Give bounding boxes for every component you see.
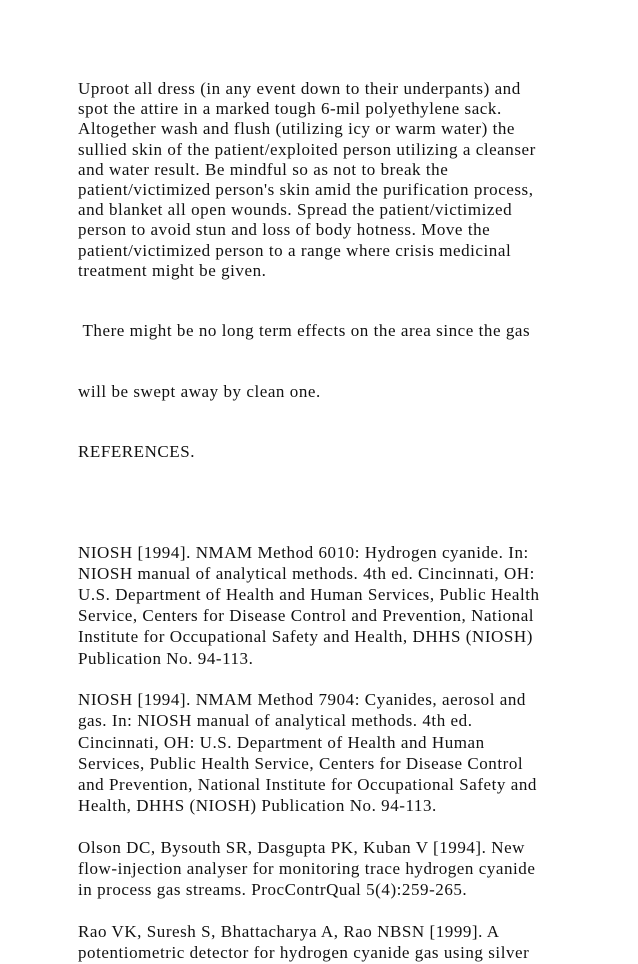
text-line: person to avoid stun and loss of body hotness. Move the xyxy=(78,220,491,240)
text-line: Publication No. 94-113. xyxy=(78,648,254,668)
text-line: U.S. Department of Health and Human Services, Public Health xyxy=(78,585,540,605)
references-heading: REFERENCES. xyxy=(78,442,196,462)
text-line: and Prevention, National Institute for Occupational Safety and xyxy=(78,775,537,795)
reference-entry-2 xyxy=(78,690,558,817)
spacer xyxy=(78,463,558,543)
text-line: NIOSH [1994]. NMAM Method 6010: Hydrogen cyanide. In: xyxy=(78,542,529,562)
text-line: potentiometric detector for hydrogen cyanide gas using silver xyxy=(78,943,530,963)
text-line: NIOSH manual of analytical methods. 4th ed. Cincinnati, OH: xyxy=(78,563,535,583)
spacer xyxy=(78,817,558,838)
text-line: Uproot all dress (in any event down to their underpants) and xyxy=(78,79,521,98)
text-line: will be swept away by clean one. xyxy=(78,381,321,401)
text-line: flow-injection analyser for monitoring trace hydrogen cyanide xyxy=(78,859,536,879)
text-line: Cincinnati, OH: U.S. Department of Health and Human xyxy=(78,732,485,752)
paragraph-long-term-effects xyxy=(78,281,558,443)
text-line: There might be no long term effects on the area since the gas xyxy=(78,321,531,341)
text-line: NIOSH [1994]. NMAM Method 7904: Cyanides, aerosol and xyxy=(78,690,526,710)
text-line: and water result. Be mindful so as not to break the xyxy=(78,159,449,179)
text-line: Institute for Occupational Safety and Health, DHHS (NIOSH) xyxy=(78,627,533,647)
text-line: patient/victimized person to a range where crisis medicinal xyxy=(78,240,512,260)
text-line: in process gas streams. ProcContrQual 5(4):259-265. xyxy=(78,880,468,900)
text-line: Service, Centers for Disease Control and Prevention, National xyxy=(78,606,535,626)
text-line: treatment might be given. xyxy=(78,260,267,280)
text-line: gas. In: NIOSH manual of analytical methods. 4th ed. xyxy=(78,711,473,731)
spacer xyxy=(78,670,558,691)
text-line: patient/victimized person's skin amid the purification process, xyxy=(78,179,534,199)
text-line: Altogether wash and flush (utilizing icy or warm water) the xyxy=(78,119,516,139)
reference-entry-3 xyxy=(78,838,558,902)
text-line: and blanket all open wounds. Spread the patient/victimized xyxy=(78,200,513,220)
text-line: Rao VK, Suresh S, Bhattacharya A, Rao NBSN [1999]. A xyxy=(78,921,500,941)
text-line: sullied skin of the patient/exploited person utilizing a cleanser xyxy=(78,139,536,159)
text-line: Health, DHHS (NIOSH) Publication No. 94-113. xyxy=(78,796,437,816)
document-body xyxy=(78,79,558,964)
reference-entry-1 xyxy=(78,543,558,670)
paragraph-decontamination xyxy=(78,79,558,281)
spacer xyxy=(78,901,558,922)
reference-entry-4 xyxy=(78,922,558,964)
text-line: Olson DC, Bysouth SR, Dasgupta PK, Kuban V [1994]. New xyxy=(78,837,525,857)
text-line: Services, Public Health Service, Centers for Disease Control xyxy=(78,753,524,773)
text-line: spot the attire in a marked tough 6-mil polyethylene sack. xyxy=(78,99,502,119)
